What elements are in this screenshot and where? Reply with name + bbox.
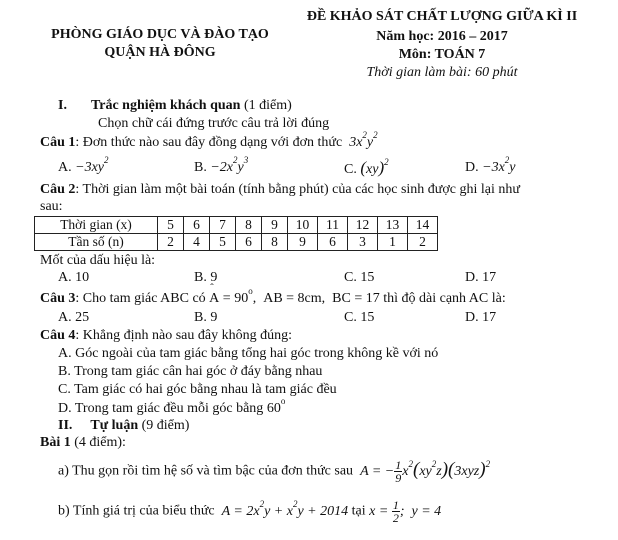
q1-option-d: D. $-3x^2y$ [465, 155, 516, 175]
q3-option-d: D. 17 [465, 310, 497, 325]
bai1-part-b-values: x = $\frac{1}{2}$ ; y = 4 [369, 498, 442, 525]
table-cell: 8 [262, 234, 288, 251]
part1-heading [58, 98, 292, 114]
table-cell: 6 [318, 234, 348, 251]
table-cell: 12 [348, 217, 378, 234]
q3-option-b: B. 9 [194, 310, 218, 325]
question-3-text-end: thì độ dài cạnh AC là: [383, 291, 506, 306]
question-3-label: Câu 3 [40, 291, 76, 306]
question-3 [40, 282, 506, 307]
q4-option-d: D. Trong tam giác đều mỗi góc bằng 60$^o$ [58, 396, 286, 416]
part1-points: (1 điểm) [243, 98, 292, 113]
bai1-part-a-expression: A = − $\frac{1}{9}$ $x^2(xy^2z)(3xyz)^2$ [356, 458, 491, 485]
bai1-part-b [58, 499, 441, 524]
question-2-label: Câu 2 [40, 182, 76, 197]
question-2-prompt: Mốt của dấu hiệu là: [40, 253, 156, 268]
table-cell: 9 [262, 217, 288, 234]
department-name: PHÒNG GIÁO DỤC VÀ ĐÀO TẠO [51, 27, 269, 42]
q1-option-a: A. $-3xy^2$ [58, 155, 109, 175]
subject: Môn: TOÁN 7 [398, 47, 486, 62]
question-4-text: : Khẳng định nào sau đây không đúng: [75, 328, 292, 343]
table-cell: 2 [158, 234, 184, 251]
part1-title: Trắc nghiệm khách quan [90, 98, 241, 113]
exam-title: ĐỀ KHẢO SÁT CHẤT LƯỢNG GIỮA KÌ II [306, 9, 578, 24]
bai1-part-b-expression: $A = 2x^2y + x^2y + 2014$ [218, 499, 349, 519]
table-cell: 6 [184, 217, 210, 234]
question-4 [40, 328, 292, 344]
table-cell: 14 [408, 217, 438, 234]
question-2 [40, 182, 520, 198]
bai1-part-b-mid: tại [351, 503, 366, 519]
school-year: Năm học: 2016 – 2017 [376, 29, 508, 44]
table-cell: 8 [236, 217, 262, 234]
question-1 [40, 130, 378, 151]
part1-numeral: I. [58, 98, 67, 113]
frequency-table [34, 216, 438, 251]
question-1-expression: $3x^2y^2$ [345, 130, 378, 150]
q2-option-d: D. 17 [465, 270, 497, 285]
bai1-part-b-text: b) Tính giá trị của biểu thức [58, 503, 215, 519]
q2-option-b: B. 9 [194, 270, 218, 285]
table-cell: 13 [378, 217, 408, 234]
district-name: QUẬN HÀ ĐÔNG [104, 45, 216, 60]
question-3-expression: A ˆ = $90^o$, AB = 8cm, BC = 17 [209, 282, 380, 306]
table-cell: 2 [408, 234, 438, 251]
question-1-label: Câu 1 [40, 135, 76, 150]
table-cell: 11 [318, 217, 348, 234]
q3-option-c: C. 15 [344, 310, 375, 325]
question-4-label: Câu 4 [40, 328, 76, 343]
table-header-frequency: Tần số (n) [35, 234, 158, 251]
table-cell: 1 [378, 234, 408, 251]
bai1-heading [40, 435, 126, 451]
q2-option-a: A. 10 [58, 270, 90, 285]
table-cell: 7 [210, 217, 236, 234]
table-cell: 5 [158, 217, 184, 234]
q1-option-c: C. (xy)$^2$ [344, 157, 389, 177]
part2-title: Tự luận [90, 418, 139, 433]
q2-option-c: C. 15 [344, 270, 375, 285]
q4-option-a: A. Góc ngoài của tam giác bằng tổng hai góc trong không kề với nó [58, 346, 439, 361]
question-1-text: : Đơn thức nào sau đây đồng dạng với đơn thức [75, 135, 343, 150]
exam-time: Thời gian làm bài: 60 phút [366, 65, 518, 80]
part2-numeral: II. [58, 418, 73, 433]
bai1-part-a [58, 459, 490, 484]
table-row [35, 217, 438, 234]
table-cell: 4 [184, 234, 210, 251]
table-cell: 6 [236, 234, 262, 251]
bai1-title: Bài 1 [40, 435, 71, 450]
question-2-text: : Thời gian làm một bài toán (tính bằng phút) của các học sinh được ghi lại như [75, 182, 520, 197]
question-2-text-cont: sau: [40, 199, 63, 214]
table-cell: 5 [210, 234, 236, 251]
table-cell: 3 [348, 234, 378, 251]
part2-points: (9 điểm) [141, 418, 190, 433]
bai1-part-a-text: a) Thu gọn rồi tìm hệ số và tìm bậc của đơn thức sau [58, 463, 354, 479]
q3-option-a: A. 25 [58, 310, 90, 325]
table-cell: 10 [288, 217, 318, 234]
q4-option-b: B. Trong tam giác cân hai góc ở đáy bằng nhau [58, 364, 323, 379]
part1-instruction: Chọn chữ cái đứng trước câu trả lời đúng [98, 116, 330, 131]
part2-heading [58, 418, 189, 434]
question-3-text: : Cho tam giác ABC có [75, 291, 206, 306]
table-cell: 9 [288, 234, 318, 251]
table-row [35, 234, 438, 251]
table-header-time: Thời gian (x) [35, 217, 158, 234]
q1-option-b: B. $-2x^2y^3$ [194, 155, 249, 175]
bai1-points: (4 điểm): [74, 435, 126, 450]
q4-option-c: C. Tam giác có hai góc bằng nhau là tam giác đều [58, 382, 337, 397]
